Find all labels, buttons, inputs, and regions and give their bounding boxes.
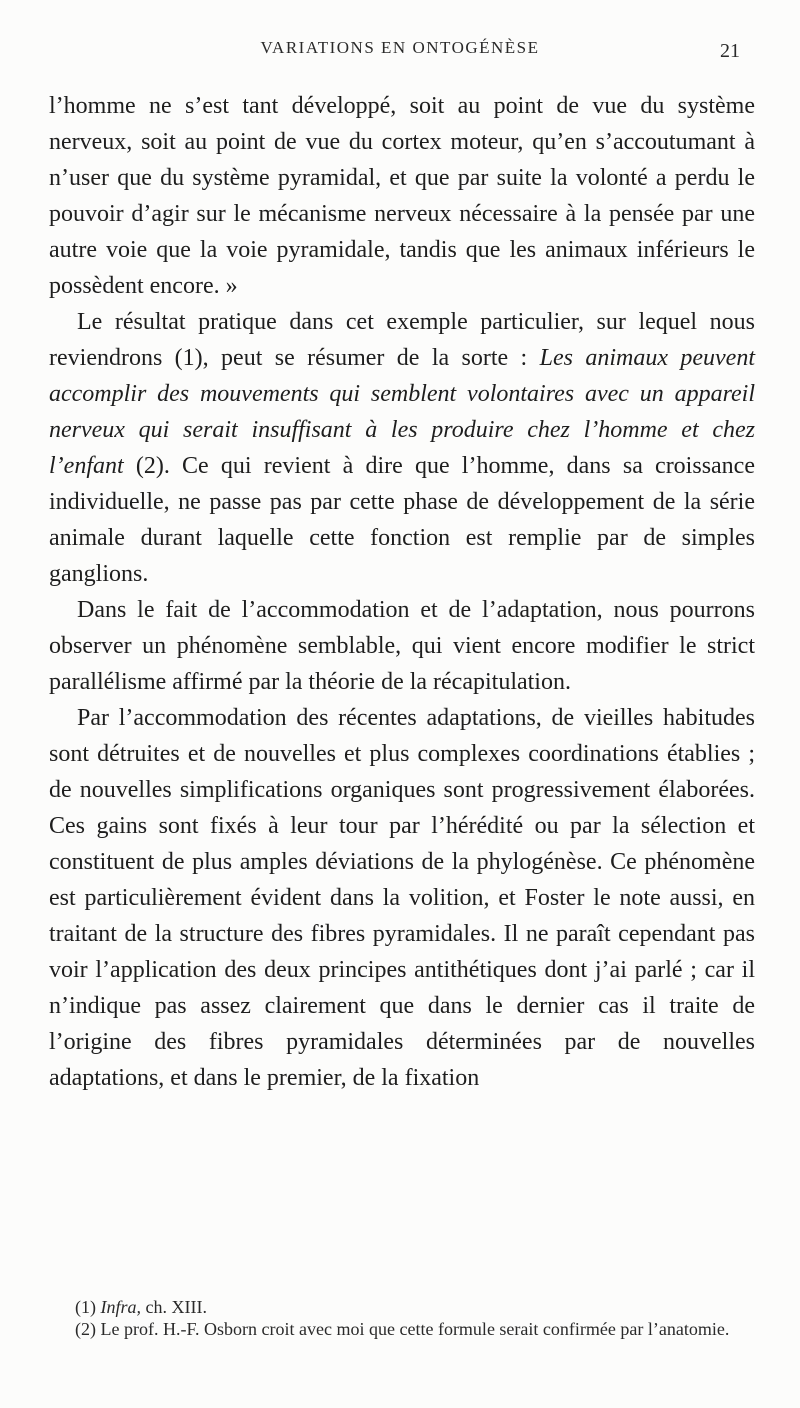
footnote-1 [57, 1296, 757, 1318]
footnote-2-marker: (2) [75, 1319, 101, 1339]
footnotes [57, 1296, 757, 1340]
paragraph-4: Par l’accommodation des récentes adaptations, de vieilles habitudes sont détruites et de nouvelles et plus complexes coordinations établies ; de nouvelles simplifications organiques sont progressivement élaborées. Ces gains sont fixés à leur tour par l’hérédité ou par la sélection et constituent de plus amples déviations de la phylogénèse. Ce phénomène est particulièrement évident dans la volition, et Foster le note aussi, en traitant de la structure des fibres pyramidales. Il ne paraît cependant pas voir l’application des deux principes antithétiques dont j’ai parlé ; car il n’indique pas assez clairement que dans le dernier cas il traite de l’origine des fibres pyramidales déterminées par de nouvelles adaptations, et dans le premier, de la fixation [49, 705, 755, 1091]
running-title: VARIATIONS EN ONTOGÉNÈSE [260, 38, 540, 57]
paragraph-2-rest: (2). Ce qui revient à dire que l’homme, dans sa croissance individuelle, ne passe pas par cette phase de développement de la série animale durant laquelle cette fonction est remplie par de simples ganglions. [49, 453, 755, 587]
footnote-2-text: Le prof. H.-F. Osborn croit avec moi que cette formule serait confirmée par l’anatomie. [100, 1319, 730, 1339]
paragraph-2-italic-formula: Les animaux peuvent accomplir des mouvements qui semblent volontaires avec un appareil nerveux qui serait insuffisant à les produire chez l’homme et chez l’enfant [49, 345, 756, 479]
page-number: 21 [720, 40, 740, 62]
footnote-1-italic: Infra, [100, 1297, 141, 1317]
body-text [49, 88, 755, 1096]
footnote-1-text: ch. XIII. [141, 1297, 207, 1317]
paragraph-2 [49, 304, 755, 592]
paragraph-2-lead: Le résultat pratique dans cet exemple particulier, sur lequel nous reviendrons (1), peut se résumer de la sorte : [49, 309, 755, 371]
page-header [48, 38, 752, 68]
paragraph-1: l’homme ne s’est tant développé, soit au point de vue du système nerveux, soit au point de vue du cortex moteur, qu’en s’accoutumant à n’user que du système pyramidal, et que par suite la volonté a perdu le pouvoir d’agir sur le mécanisme nerveux nécessaire à la pensée par une autre voie que la voie pyramidale, tandis que les animaux inférieurs le possèdent encore. » [49, 93, 755, 299]
footnote-2 [57, 1318, 757, 1340]
paragraph-3: Dans le fait de l’accommodation et de l’adaptation, nous pourrons observer un phénomène semblable, qui vient encore modifier le strict parallélisme affirmé par la théorie de la récapitulation. [49, 597, 755, 695]
footnote-1-marker: (1) [75, 1297, 101, 1317]
